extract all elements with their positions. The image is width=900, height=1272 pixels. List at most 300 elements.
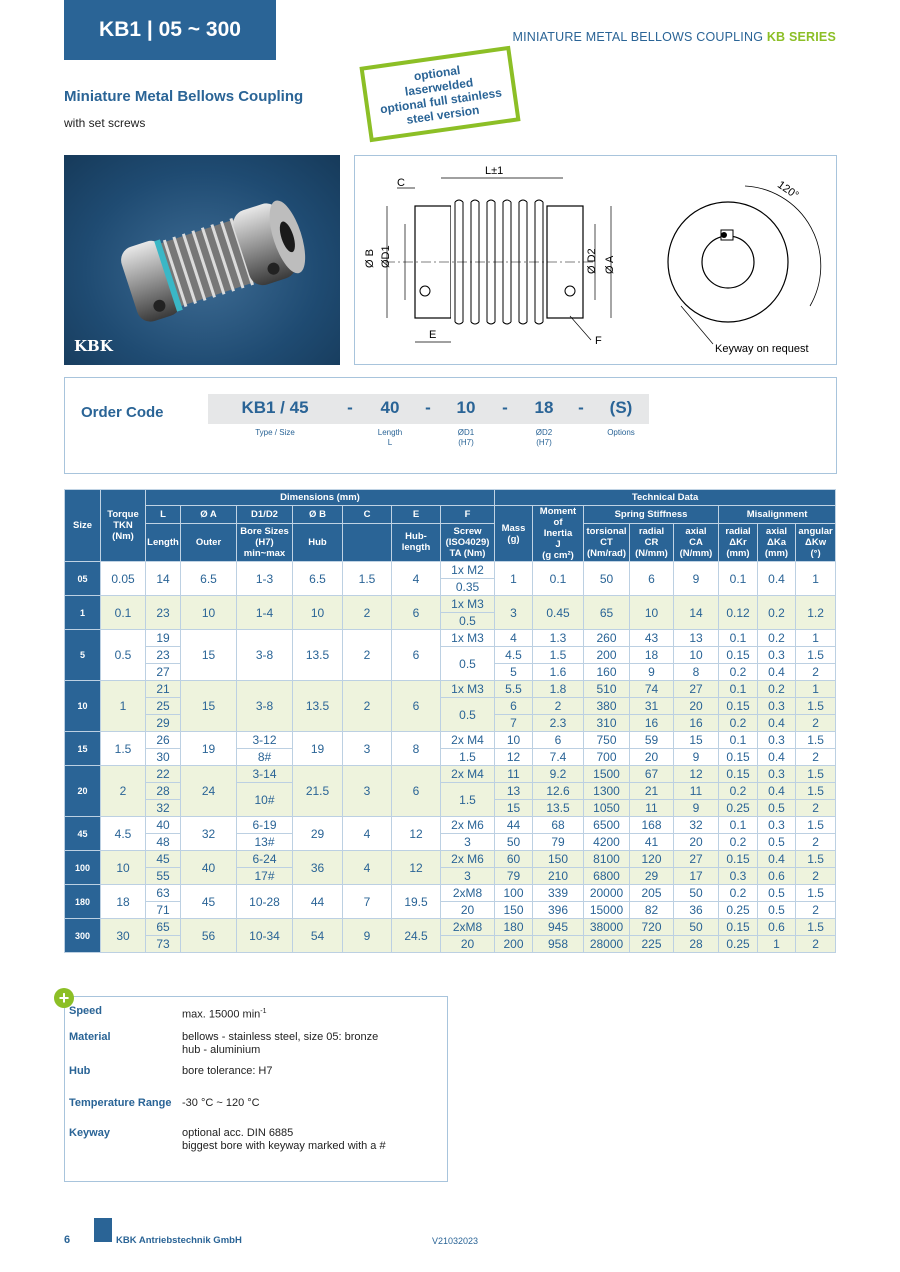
- header-torque: Torque TKN (Nm): [101, 490, 146, 562]
- dim-b: Ø B: [364, 249, 376, 268]
- cell: 40: [146, 817, 181, 834]
- cell: 29: [146, 715, 181, 732]
- cell: 5: [495, 664, 533, 681]
- cell: 9: [674, 749, 719, 766]
- spec-temperature-value: -30 °C ~ 120 °C: [182, 1097, 260, 1109]
- cell: 1.5: [796, 766, 836, 783]
- cell: 1-3: [237, 562, 293, 596]
- cell: 5: [65, 630, 101, 681]
- cell: 3: [441, 868, 495, 885]
- speed-text: max. 15000 min: [182, 1008, 261, 1021]
- cell: 19.5: [392, 885, 441, 919]
- cell: 2: [796, 936, 836, 953]
- series-prefix: MINIATURE METAL BELLOWS COUPLING: [512, 30, 764, 44]
- cell: 2xM8: [441, 919, 495, 936]
- cell: 13.5: [533, 800, 584, 817]
- cell: 2.3: [533, 715, 584, 732]
- cell: 225: [630, 936, 674, 953]
- cell: 6: [533, 732, 584, 749]
- cell: 30: [101, 919, 146, 953]
- cell: 16: [674, 715, 719, 732]
- cell: 55: [146, 868, 181, 885]
- cell: 1.5: [796, 698, 836, 715]
- cell: 11: [495, 766, 533, 783]
- cell: 260: [584, 630, 630, 647]
- cell: 1.5: [796, 732, 836, 749]
- cell: 0.45: [533, 596, 584, 630]
- cell: 2x M4: [441, 732, 495, 749]
- dim-a: Ø A: [604, 255, 616, 274]
- cell: 17#: [237, 868, 293, 885]
- dim-d2: Ø D2: [586, 248, 598, 274]
- cell: 9: [343, 919, 392, 953]
- cell: 168: [630, 817, 674, 834]
- cell: 1.8: [533, 681, 584, 698]
- header-kw: angular ΔKw (°): [796, 523, 836, 561]
- cell: 13: [495, 783, 533, 800]
- cell: 0.6: [758, 868, 796, 885]
- cell: 0.2: [719, 664, 758, 681]
- header-spring: Spring Stiffness: [584, 506, 719, 524]
- cell: 20: [630, 749, 674, 766]
- cell: 150: [533, 851, 584, 868]
- header-bore: Bore Sizes (H7) min~max: [237, 523, 293, 561]
- cell: 2: [796, 868, 836, 885]
- spec-keyway-value: optional acc. DIN 6885 biggest bore with keyway marked with a #: [182, 1127, 386, 1152]
- cell: 20: [674, 834, 719, 851]
- header-technical: Technical Data: [495, 490, 836, 506]
- header-l: L: [146, 506, 181, 524]
- order-code-box: [64, 377, 837, 474]
- cell: 2: [796, 902, 836, 919]
- cell: 2: [796, 715, 836, 732]
- cell: 19: [146, 630, 181, 647]
- cell: 0.6: [758, 919, 796, 936]
- product-photo: [64, 155, 340, 365]
- cell: 15: [181, 681, 237, 732]
- cell: 0.5: [758, 800, 796, 817]
- header-c: C: [343, 506, 392, 524]
- cell: 20: [441, 902, 495, 919]
- cell: 1.5: [441, 749, 495, 766]
- cell: 30: [146, 749, 181, 766]
- cell: 300: [65, 919, 101, 953]
- cell: 6: [630, 562, 674, 596]
- cell: 210: [533, 868, 584, 885]
- cell: 200: [584, 647, 630, 664]
- cell: 0.05: [101, 562, 146, 596]
- cell: 1.5: [101, 732, 146, 766]
- spec-speed-value: [182, 1005, 267, 1022]
- cell: 3: [343, 766, 392, 817]
- cell: 0.25: [719, 902, 758, 919]
- cell: 2x M6: [441, 817, 495, 834]
- cell: 1: [495, 562, 533, 596]
- cell: 26: [146, 732, 181, 749]
- stamp-text: optional laserwelded optional full stainless steel version: [379, 63, 503, 127]
- cell: 10: [101, 851, 146, 885]
- cell: 380: [584, 698, 630, 715]
- cell: 15: [495, 800, 533, 817]
- cell: 44: [293, 885, 343, 919]
- cell: 15: [181, 630, 237, 681]
- order-options: (S): [609, 398, 633, 417]
- cell: 0.5: [758, 885, 796, 902]
- cell: 73: [146, 936, 181, 953]
- order-note-type: Type / Size: [255, 428, 295, 437]
- cell: 0.25: [719, 800, 758, 817]
- cell: 0.3: [758, 647, 796, 664]
- cell: 32: [181, 817, 237, 851]
- cell: 1050: [584, 800, 630, 817]
- cell: 0.3: [758, 698, 796, 715]
- cell: 18: [101, 885, 146, 919]
- order-separator: -: [347, 398, 353, 417]
- cell: 67: [630, 766, 674, 783]
- cell: 8100: [584, 851, 630, 868]
- header-ct: torsional CT (Nm/rad): [584, 523, 630, 561]
- page-subtitle: with set screws: [64, 116, 146, 130]
- cell: 6.5: [293, 562, 343, 596]
- cell: 1x M2: [441, 562, 495, 579]
- order-code-label: Order Code: [81, 404, 164, 421]
- cell: 32: [674, 817, 719, 834]
- cell: 10: [181, 596, 237, 630]
- page-title: Miniature Metal Bellows Coupling: [64, 88, 304, 105]
- cell: 0.1: [719, 562, 758, 596]
- company-logo-icon: [94, 1218, 112, 1242]
- header-e: E: [392, 506, 441, 524]
- cell: 6800: [584, 868, 630, 885]
- cell: 10: [495, 732, 533, 749]
- cell: 19: [181, 732, 237, 766]
- cell: 12: [495, 749, 533, 766]
- cell: 43: [630, 630, 674, 647]
- cell: 10: [630, 596, 674, 630]
- header-inertia: Moment of Inertia J (g cm²): [533, 506, 584, 562]
- page-number: 6: [64, 1234, 71, 1246]
- cell: 0.3: [758, 817, 796, 834]
- cell: 6: [392, 766, 441, 817]
- cell: 4200: [584, 834, 630, 851]
- cell: 18: [630, 647, 674, 664]
- cell: 23: [146, 647, 181, 664]
- cell: 310: [584, 715, 630, 732]
- cell: 11: [630, 800, 674, 817]
- product-range-title: KB1 | 05 ~ 300: [64, 0, 276, 60]
- plus-icon: +: [54, 988, 74, 1008]
- cell: 200: [495, 936, 533, 953]
- cell: 0.5: [441, 698, 495, 732]
- cell: 24: [181, 766, 237, 817]
- header-misalignment: Misalignment: [719, 506, 836, 524]
- cell: 20: [441, 936, 495, 953]
- cell: 3: [441, 834, 495, 851]
- cell: 2: [343, 681, 392, 732]
- header-b: Ø B: [293, 506, 343, 524]
- cell: 1300: [584, 783, 630, 800]
- keyway-note: Keyway on request: [715, 343, 809, 355]
- cell: 10-34: [237, 919, 293, 953]
- cell: 0.15: [719, 698, 758, 715]
- header-size: Size: [65, 490, 101, 562]
- cell: 5.5: [495, 681, 533, 698]
- cell: 6.5: [181, 562, 237, 596]
- cell: 9: [674, 562, 719, 596]
- cell: 13: [674, 630, 719, 647]
- cell: 0.5: [441, 613, 495, 630]
- company-name: KBK Antriebstechnik GmbH: [116, 1235, 242, 1246]
- cell: 0.2: [719, 834, 758, 851]
- order-note-d2: ØD2 (H7): [535, 428, 553, 447]
- cell: 0.15: [719, 919, 758, 936]
- cell: 40: [181, 851, 237, 885]
- cell: 21: [146, 681, 181, 698]
- cell: 36: [674, 902, 719, 919]
- cell: 0.1: [533, 562, 584, 596]
- dim-length: L±1: [485, 165, 504, 177]
- cell: 1-4: [237, 596, 293, 630]
- cell: 1500: [584, 766, 630, 783]
- header-cr: radial CR (N/mm): [630, 523, 674, 561]
- cell: 0.25: [719, 936, 758, 953]
- cell: 36: [293, 851, 343, 885]
- cell: 180: [65, 885, 101, 919]
- order-d1: 10: [456, 398, 476, 417]
- cell: 120: [630, 851, 674, 868]
- cell: 82: [630, 902, 674, 919]
- cell: 720: [630, 919, 674, 936]
- header-hub: Hub: [293, 523, 343, 561]
- order-separator: -: [425, 398, 431, 417]
- cell: 0.15: [719, 749, 758, 766]
- cell: 6: [392, 596, 441, 630]
- cell: 13#: [237, 834, 293, 851]
- cell: 1: [796, 562, 836, 596]
- cell: 9: [674, 800, 719, 817]
- cell: 1.6: [533, 664, 584, 681]
- cell: 2xM8: [441, 885, 495, 902]
- cell: 0.3: [758, 732, 796, 749]
- cell: 150: [495, 902, 533, 919]
- cell: 2: [796, 664, 836, 681]
- cell: 0.4: [758, 749, 796, 766]
- cell: 0.4: [758, 664, 796, 681]
- cell: 05: [65, 562, 101, 596]
- cell: 6: [495, 698, 533, 715]
- cell: 16: [630, 715, 674, 732]
- cell: 38000: [584, 919, 630, 936]
- cell: 50: [674, 885, 719, 902]
- cell: 100: [65, 851, 101, 885]
- cell: 27: [146, 664, 181, 681]
- cell: 0.1: [719, 732, 758, 749]
- header-screw: Screw (ISO4029) TA (Nm): [441, 523, 495, 561]
- header-ca: axial CA (N/mm): [674, 523, 719, 561]
- cell: 0.2: [758, 681, 796, 698]
- cell: 2x M6: [441, 851, 495, 868]
- cell: 11: [674, 783, 719, 800]
- cell: 17: [674, 868, 719, 885]
- cell: 0.4: [758, 562, 796, 596]
- order-d2: 18: [534, 398, 554, 417]
- order-note-d1: ØD1 (H7): [457, 428, 475, 447]
- specs-table: [64, 489, 836, 953]
- cell: 79: [533, 834, 584, 851]
- coupling-image: [64, 155, 340, 365]
- dim-d1: ØD1: [380, 245, 392, 268]
- spec-material-label: Material: [69, 1031, 111, 1043]
- cell: 41: [630, 834, 674, 851]
- cell: 50: [495, 834, 533, 851]
- cell: 12.6: [533, 783, 584, 800]
- cell: 32: [146, 800, 181, 817]
- cell: 1.5: [796, 647, 836, 664]
- cell: 1.2: [796, 596, 836, 630]
- cell: 2: [796, 800, 836, 817]
- cell: 74: [630, 681, 674, 698]
- cell: 6: [392, 630, 441, 681]
- cell: 2: [533, 698, 584, 715]
- cell: 44: [495, 817, 533, 834]
- cell: 15000: [584, 902, 630, 919]
- optional-stamp: [359, 46, 520, 142]
- cell: 71: [146, 902, 181, 919]
- header-kr: radial ΔKr (mm): [719, 523, 758, 561]
- cell: 3-14: [237, 766, 293, 783]
- cell: 510: [584, 681, 630, 698]
- cell: 10: [674, 647, 719, 664]
- cell: 1.5: [343, 562, 392, 596]
- cell: 1.5: [796, 919, 836, 936]
- cell: 79: [495, 868, 533, 885]
- spec-material-value: bellows - stainless steel, size 05: bronze hub - aluminium: [182, 1031, 379, 1056]
- cell: 0.15: [719, 647, 758, 664]
- header-d1d2: D1/D2: [237, 506, 293, 524]
- cell: 48: [146, 834, 181, 851]
- cell: 1: [796, 681, 836, 698]
- cell: 0.5: [441, 647, 495, 681]
- cell: 6-24: [237, 851, 293, 868]
- cell: 958: [533, 936, 584, 953]
- cell: 0.4: [758, 715, 796, 732]
- cell: 15: [674, 732, 719, 749]
- cell: 0.1: [719, 681, 758, 698]
- cell: 0.5: [758, 902, 796, 919]
- cell: 20: [674, 698, 719, 715]
- cell: 14: [674, 596, 719, 630]
- cell: 339: [533, 885, 584, 902]
- cell: 45: [146, 851, 181, 868]
- cell: 1: [796, 630, 836, 647]
- header-outer: Outer: [181, 523, 237, 561]
- cell: 160: [584, 664, 630, 681]
- cell: 1.5: [796, 817, 836, 834]
- cell: 22: [146, 766, 181, 783]
- cell: 3-8: [237, 681, 293, 732]
- cell: 10: [293, 596, 343, 630]
- cell: 13.5: [293, 630, 343, 681]
- cell: 0.15: [719, 851, 758, 868]
- cell: 0.1: [101, 596, 146, 630]
- cell: 8: [674, 664, 719, 681]
- speed-unit-sup: -1: [260, 1008, 267, 1015]
- specs-box: [64, 996, 448, 1182]
- cell: 59: [630, 732, 674, 749]
- cell: 1x M3: [441, 596, 495, 613]
- cell: 12: [674, 766, 719, 783]
- cell: 0.1: [719, 817, 758, 834]
- cell: 1.3: [533, 630, 584, 647]
- cell: 1.5: [796, 851, 836, 868]
- dim-f: F: [595, 335, 602, 347]
- cell: 205: [630, 885, 674, 902]
- cell: 180: [495, 919, 533, 936]
- cell: 10: [65, 681, 101, 732]
- kbk-logo: KBK: [74, 337, 113, 355]
- cell: 2: [796, 749, 836, 766]
- header-length: Length: [146, 523, 181, 561]
- cell: 1x M3: [441, 630, 495, 647]
- cell: 12: [392, 817, 441, 851]
- cell: 54: [293, 919, 343, 953]
- cell: 0.2: [719, 783, 758, 800]
- cell: 9: [630, 664, 674, 681]
- header-f: F: [441, 506, 495, 524]
- cell: 65: [146, 919, 181, 936]
- cell: 0.15: [719, 766, 758, 783]
- cell: 4: [495, 630, 533, 647]
- cell: 8: [392, 732, 441, 766]
- order-length: 40: [380, 398, 400, 417]
- cell: 4: [392, 562, 441, 596]
- cell: 0.35: [441, 579, 495, 596]
- cell: 945: [533, 919, 584, 936]
- cell: 0.5: [101, 630, 146, 681]
- cell: 0.2: [758, 630, 796, 647]
- cell: 7: [343, 885, 392, 919]
- document-version: V21032023: [432, 1236, 479, 1246]
- order-separator: -: [578, 398, 584, 417]
- cell: 24.5: [392, 919, 441, 953]
- cell: 1.5: [533, 647, 584, 664]
- cell: 31: [630, 698, 674, 715]
- order-separator: -: [502, 398, 508, 417]
- cell: 13.5: [293, 681, 343, 732]
- cell: 45: [65, 817, 101, 851]
- cell: 1: [758, 936, 796, 953]
- cell: 68: [533, 817, 584, 834]
- spec-hub-label: Hub: [69, 1065, 91, 1077]
- cell: 63: [146, 885, 181, 902]
- cell: 23: [146, 596, 181, 630]
- cell: 27: [674, 851, 719, 868]
- cell: 1.5: [796, 783, 836, 800]
- cell: 2x M4: [441, 766, 495, 783]
- cell: 2: [796, 834, 836, 851]
- series-heading: [512, 30, 836, 44]
- order-note-length: Length L: [377, 428, 403, 447]
- cell: 1: [65, 596, 101, 630]
- cell: 1x M3: [441, 681, 495, 698]
- cell: 21: [630, 783, 674, 800]
- cell: 6500: [584, 817, 630, 834]
- cell: 2: [343, 630, 392, 681]
- cell: 28: [146, 783, 181, 800]
- cell: 10#: [237, 783, 293, 817]
- cell: 0.4: [758, 851, 796, 868]
- cell: 9.2: [533, 766, 584, 783]
